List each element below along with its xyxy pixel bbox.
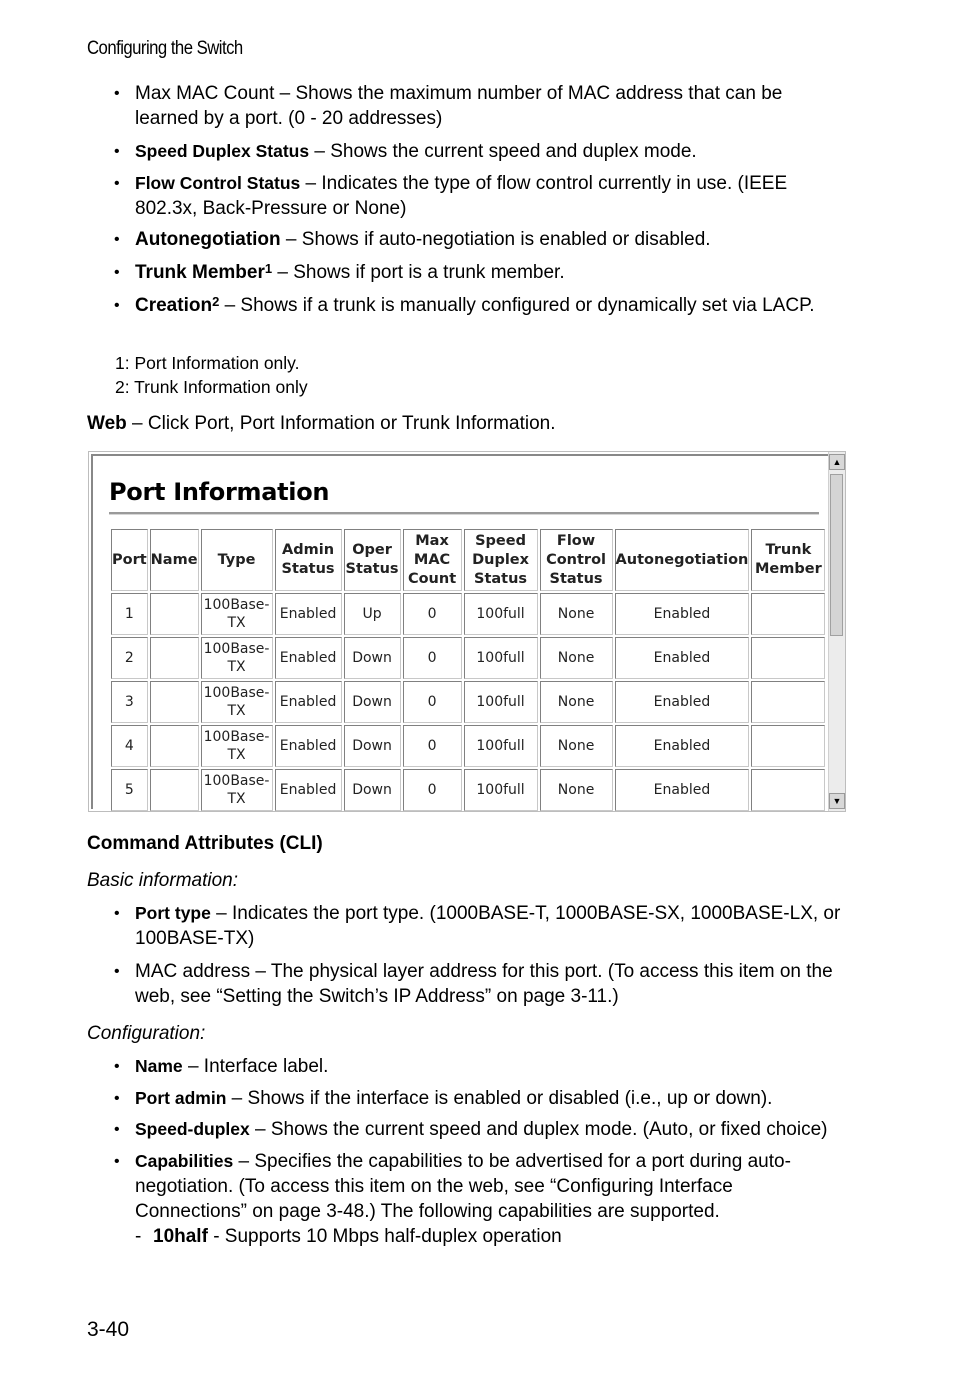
cell-oper-status: Down [344, 769, 401, 811]
port-information-table [109, 527, 827, 812]
bullet-term: Flow Control Status [135, 173, 301, 193]
cell-speed-duplex: 100full [464, 725, 538, 767]
cell-max-mac-count: 0 [403, 725, 462, 767]
port-information-screenshot [88, 451, 846, 812]
running-head: Configuring the Switch [87, 38, 243, 59]
bullet-capabilities [87, 1149, 847, 1224]
scrollbar-thumb[interactable] [830, 474, 843, 636]
col-header-port: Port [111, 529, 148, 591]
footnote-1: 1: Port Information only. [115, 353, 300, 373]
col-header-speed-duplex-status: Speed Duplex Status [464, 529, 538, 591]
cell-name [150, 725, 199, 767]
bullet-text: – Interface label. [182, 1056, 329, 1077]
cell-type: 100Base-TX [201, 725, 273, 767]
bullet-term: Speed-duplex [135, 1119, 250, 1139]
basic-info-label: Basic information: [87, 870, 239, 891]
bullet-term: Port type [135, 903, 211, 923]
cell-type: 100Base-TX [201, 637, 273, 679]
capability-text: - Supports 10 Mbps half-duplex operation [207, 1226, 562, 1247]
scroll-down-icon[interactable]: ▼ [829, 793, 845, 809]
bullet-port-type [87, 901, 847, 951]
bullet-text: – Shows the current speed and duplex mode. [309, 141, 697, 162]
cell-max-mac-count: 0 [403, 593, 462, 635]
cell-autonegotiation: Enabled [615, 725, 750, 767]
cell-autonegotiation: Enabled [615, 637, 750, 679]
cell-speed-duplex: 100full [464, 593, 538, 635]
table-row [111, 725, 825, 767]
bullet-max-mac-count [87, 81, 847, 131]
col-header-admin-status: Admin Status [275, 529, 342, 591]
config-bullet-list [87, 1054, 847, 1249]
bullet-term: Autonegotiation [135, 229, 281, 250]
cell-type: 100Base-TX [201, 681, 273, 723]
basic-bullet-list [87, 901, 847, 1009]
configuration-label: Configuration: [87, 1023, 206, 1044]
bullet-trunk-member [87, 260, 847, 285]
bullet-speed-duplex [87, 139, 847, 164]
bullet-term: Speed Duplex Status [135, 141, 310, 161]
cell-speed-duplex: 100full [464, 769, 538, 811]
table-row [111, 593, 825, 635]
cell-type: 100Base-TX [201, 593, 273, 635]
screenshot-frame [91, 454, 828, 809]
bullet-text: Max MAC Count – Shows the maximum number of MAC address that can be learned by a port. (0 - 20 addresses) [135, 83, 783, 129]
cell-admin-status: Enabled [275, 637, 342, 679]
cell-name [150, 593, 199, 635]
bullet-term: Creation [135, 295, 213, 316]
bullet-name [87, 1054, 847, 1079]
cell-name [150, 769, 199, 811]
cell-port: 4 [111, 725, 148, 767]
cell-autonegotiation: Enabled [615, 769, 750, 811]
cell-max-mac-count: 0 [403, 637, 462, 679]
col-header-type: Type [201, 529, 273, 591]
scroll-up-icon[interactable]: ▲ [829, 454, 845, 470]
table-row [111, 681, 825, 723]
col-header-oper-status: Oper Status [344, 529, 401, 591]
col-header-name: Name [150, 529, 199, 591]
cell-admin-status: Enabled [275, 681, 342, 723]
bullet-flow-control [87, 171, 847, 221]
col-header-autonegotiation: Autonegotiation [615, 529, 750, 591]
cell-oper-status: Down [344, 725, 401, 767]
cell-trunk-member [751, 637, 825, 679]
page-number: 3-40 [87, 1318, 130, 1341]
web-label: Web [87, 413, 127, 434]
cell-max-mac-count: 0 [403, 681, 462, 723]
capability-10half [87, 1224, 847, 1249]
cell-flow-control: None [540, 769, 613, 811]
title-divider [109, 512, 819, 515]
cell-trunk-member [751, 681, 825, 723]
cell-trunk-member [751, 593, 825, 635]
col-header-trunk-member: Trunk Member [751, 529, 825, 591]
cell-oper-status: Up [344, 593, 401, 635]
bullet-speed-duplex-cli [87, 1117, 847, 1142]
bullet-creation [87, 293, 847, 318]
cell-trunk-member [751, 769, 825, 811]
cell-port: 3 [111, 681, 148, 723]
cell-type: 100Base-TX [201, 769, 273, 811]
capability-term: 10half [153, 1226, 208, 1247]
bullet-term: Capabilities [135, 1151, 234, 1171]
bullet-text: – Specifies the capabilities to be advertised for a port during auto-negotiation. (To access this item on the web, see “Configuring Interface Connections” on page 3-48.) The following capabilities are supported. [135, 1151, 791, 1222]
cell-trunk-member [751, 725, 825, 767]
cell-admin-status: Enabled [275, 725, 342, 767]
cell-oper-status: Down [344, 637, 401, 679]
bullet-text: – Shows if port is a trunk member. [272, 262, 565, 283]
bullet-text: – Shows the current speed and duplex mode. (Auto, or fixed choice) [249, 1119, 828, 1140]
bullet-text: – Shows if a trunk is manually configured or dynamically set via LACP. [219, 295, 815, 316]
bullet-text: – Shows if the interface is enabled or disabled (i.e., up or down). [226, 1088, 773, 1109]
bullet-term: Name [135, 1056, 183, 1076]
bullet-mac-address [87, 959, 847, 1009]
bullet-term: Port admin [135, 1088, 227, 1108]
cell-admin-status: Enabled [275, 769, 342, 811]
footnote-2: 2: Trunk Information only [115, 377, 308, 397]
bullet-text: – Shows if auto-negotiation is enabled or disabled. [280, 229, 711, 250]
cell-flow-control: None [540, 637, 613, 679]
bullet-term: Trunk Member [135, 262, 265, 283]
cell-flow-control: None [540, 681, 613, 723]
cell-autonegotiation: Enabled [615, 681, 750, 723]
bullet-text: MAC address – The physical layer address for this port. (To access this item on the web, see “Setting the Switch’s IP Address” on page 3-11.) [135, 961, 833, 1007]
bullet-text: – Indicates the port type. (1000BASE-T, 1000BASE-SX, 1000BASE-LX, or 100BASE-TX) [135, 903, 841, 949]
cell-port: 5 [111, 769, 148, 811]
cell-flow-control: None [540, 725, 613, 767]
cell-speed-duplex: 100full [464, 637, 538, 679]
cell-name [150, 681, 199, 723]
cell-port: 1 [111, 593, 148, 635]
cell-port: 2 [111, 637, 148, 679]
cell-name [150, 637, 199, 679]
cell-max-mac-count: 0 [403, 769, 462, 811]
cli-heading: Command Attributes (CLI) [87, 833, 323, 854]
cell-speed-duplex: 100full [464, 681, 538, 723]
bullet-autonegotiation [87, 227, 847, 252]
vertical-scrollbar[interactable] [828, 452, 845, 811]
table-header-row [111, 529, 825, 591]
cell-autonegotiation: Enabled [615, 593, 750, 635]
cell-flow-control: None [540, 593, 613, 635]
web-instruction [87, 411, 847, 436]
col-header-flow-control-status: Flow Control Status [540, 529, 613, 591]
panel-title: Port Information [109, 478, 330, 506]
top-bullet-list [87, 81, 847, 318]
bullet-text: – Indicates the type of flow control currently in use. (IEEE 802.3x, Back-Pressure or None) [135, 173, 788, 219]
cell-admin-status: Enabled [275, 593, 342, 635]
footnote-marker: 1 [264, 261, 273, 276]
cell-oper-status: Down [344, 681, 401, 723]
table-row [111, 769, 825, 811]
bullet-port-admin [87, 1086, 847, 1111]
web-text: – Click Port, Port Information or Trunk Information. [126, 413, 556, 434]
table-row [111, 637, 825, 679]
col-header-max-mac-count: Max MAC Count [403, 529, 462, 591]
footnote-marker: 2 [212, 294, 220, 309]
